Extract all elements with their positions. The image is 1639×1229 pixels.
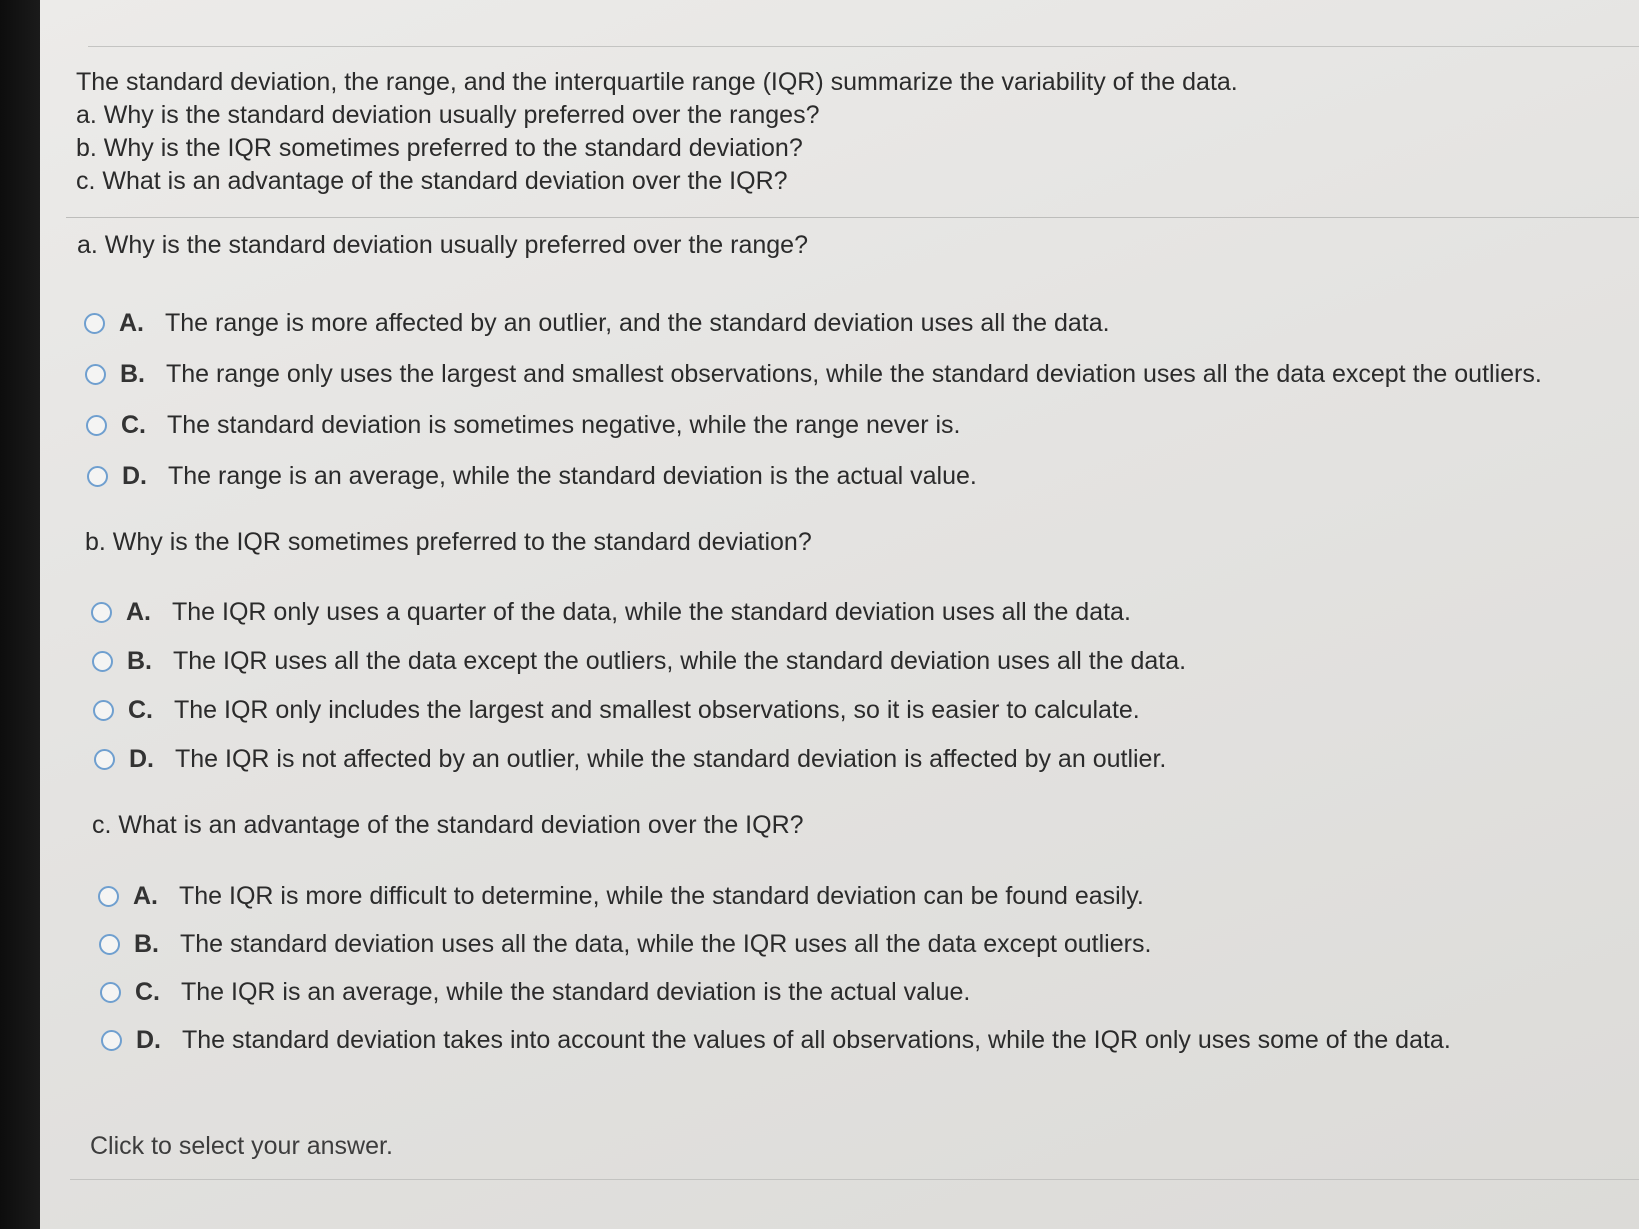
option-text: The range only uses the largest and smallest observations, while the standard deviation uses all the data except the outliers. [166, 359, 1542, 388]
part-a-option-a[interactable] [84, 303, 1110, 343]
option-text: The standard deviation is sometimes negative, while the range never is. [167, 410, 961, 439]
part-a-question: a. Why is the standard deviation usually preferred over the range? [77, 231, 808, 259]
radio-button[interactable] [92, 651, 113, 672]
intro-line-1: The standard deviation, the range, and the interquartile range (IQR) summarize the variability of the data. [76, 68, 1238, 96]
radio-button[interactable] [99, 934, 120, 955]
option-letter: D. [122, 461, 147, 490]
radio-button[interactable] [86, 415, 107, 436]
part-b-option-c[interactable] [93, 690, 1140, 730]
option-text: The IQR is more difficult to determine, while the standard deviation can be found easily. [179, 881, 1144, 910]
part-c-option-c[interactable] [100, 972, 970, 1012]
option-letter: B. [120, 359, 145, 388]
option-letter: A. [119, 308, 144, 337]
radio-button[interactable] [85, 364, 106, 385]
part-a-option-c[interactable] [86, 405, 960, 445]
option-letter: C. [135, 977, 160, 1006]
bottom-divider [70, 1179, 1639, 1180]
radio-button[interactable] [91, 602, 112, 623]
option-text: The standard deviation takes into account the values of all observations, while the IQR only uses some of the data. [182, 1025, 1451, 1054]
part-b-option-b[interactable] [92, 641, 1186, 681]
option-text: The IQR uses all the data except the outliers, while the standard deviation uses all the data. [173, 646, 1187, 675]
radio-button[interactable] [93, 700, 114, 721]
part-a-option-d[interactable] [87, 456, 977, 496]
radio-button[interactable] [94, 749, 115, 770]
intro-line-4: c. What is an advantage of the standard deviation over the IQR? [76, 167, 788, 195]
intro-line-2: a. Why is the standard deviation usually preferred over the ranges? [76, 101, 820, 129]
option-letter: C. [121, 410, 146, 439]
option-text: The standard deviation uses all the data, while the IQR uses all the data except outliers. [180, 929, 1152, 958]
radio-button[interactable] [98, 886, 119, 907]
option-letter: D. [129, 744, 154, 773]
radio-button[interactable] [100, 982, 121, 1003]
option-letter: B. [127, 646, 152, 675]
option-text: The IQR only uses a quarter of the data, while the standard deviation uses all the data. [172, 597, 1131, 626]
part-c-option-a[interactable] [98, 876, 1144, 916]
option-text: The IQR is not affected by an outlier, while the standard deviation is affected by an outlier. [175, 744, 1167, 773]
part-c-option-d[interactable] [101, 1020, 1451, 1060]
option-text: The IQR is an average, while the standard deviation is the actual value. [181, 977, 971, 1006]
question-intro [76, 66, 1238, 198]
option-text: The range is more affected by an outlier, and the standard deviation uses all the data. [165, 308, 1110, 337]
question-panel [40, 0, 1639, 1229]
option-letter: B. [134, 929, 159, 958]
option-text: The range is an average, while the standard deviation is the actual value. [168, 461, 977, 490]
top-divider [88, 46, 1639, 47]
option-text: The IQR only includes the largest and smallest observations, so it is easier to calculate. [174, 695, 1140, 724]
intro-line-3: b. Why is the IQR sometimes preferred to the standard deviation? [76, 134, 803, 162]
radio-button[interactable] [84, 313, 105, 334]
part-c-question: c. What is an advantage of the standard deviation over the IQR? [92, 811, 804, 839]
option-letter: A. [133, 881, 158, 910]
option-letter: A. [126, 597, 151, 626]
part-a-option-b[interactable] [85, 354, 1542, 394]
option-letter: C. [128, 695, 153, 724]
part-b-option-d[interactable] [94, 739, 1166, 779]
part-c-option-b[interactable] [99, 924, 1151, 964]
instruction-text: Click to select your answer. [90, 1132, 393, 1160]
part-b-question: b. Why is the IQR sometimes preferred to the standard deviation? [85, 528, 812, 556]
option-letter: D. [136, 1025, 161, 1054]
intro-divider [66, 217, 1639, 218]
radio-button[interactable] [101, 1030, 122, 1051]
part-b-option-a[interactable] [91, 592, 1131, 632]
radio-button[interactable] [87, 466, 108, 487]
